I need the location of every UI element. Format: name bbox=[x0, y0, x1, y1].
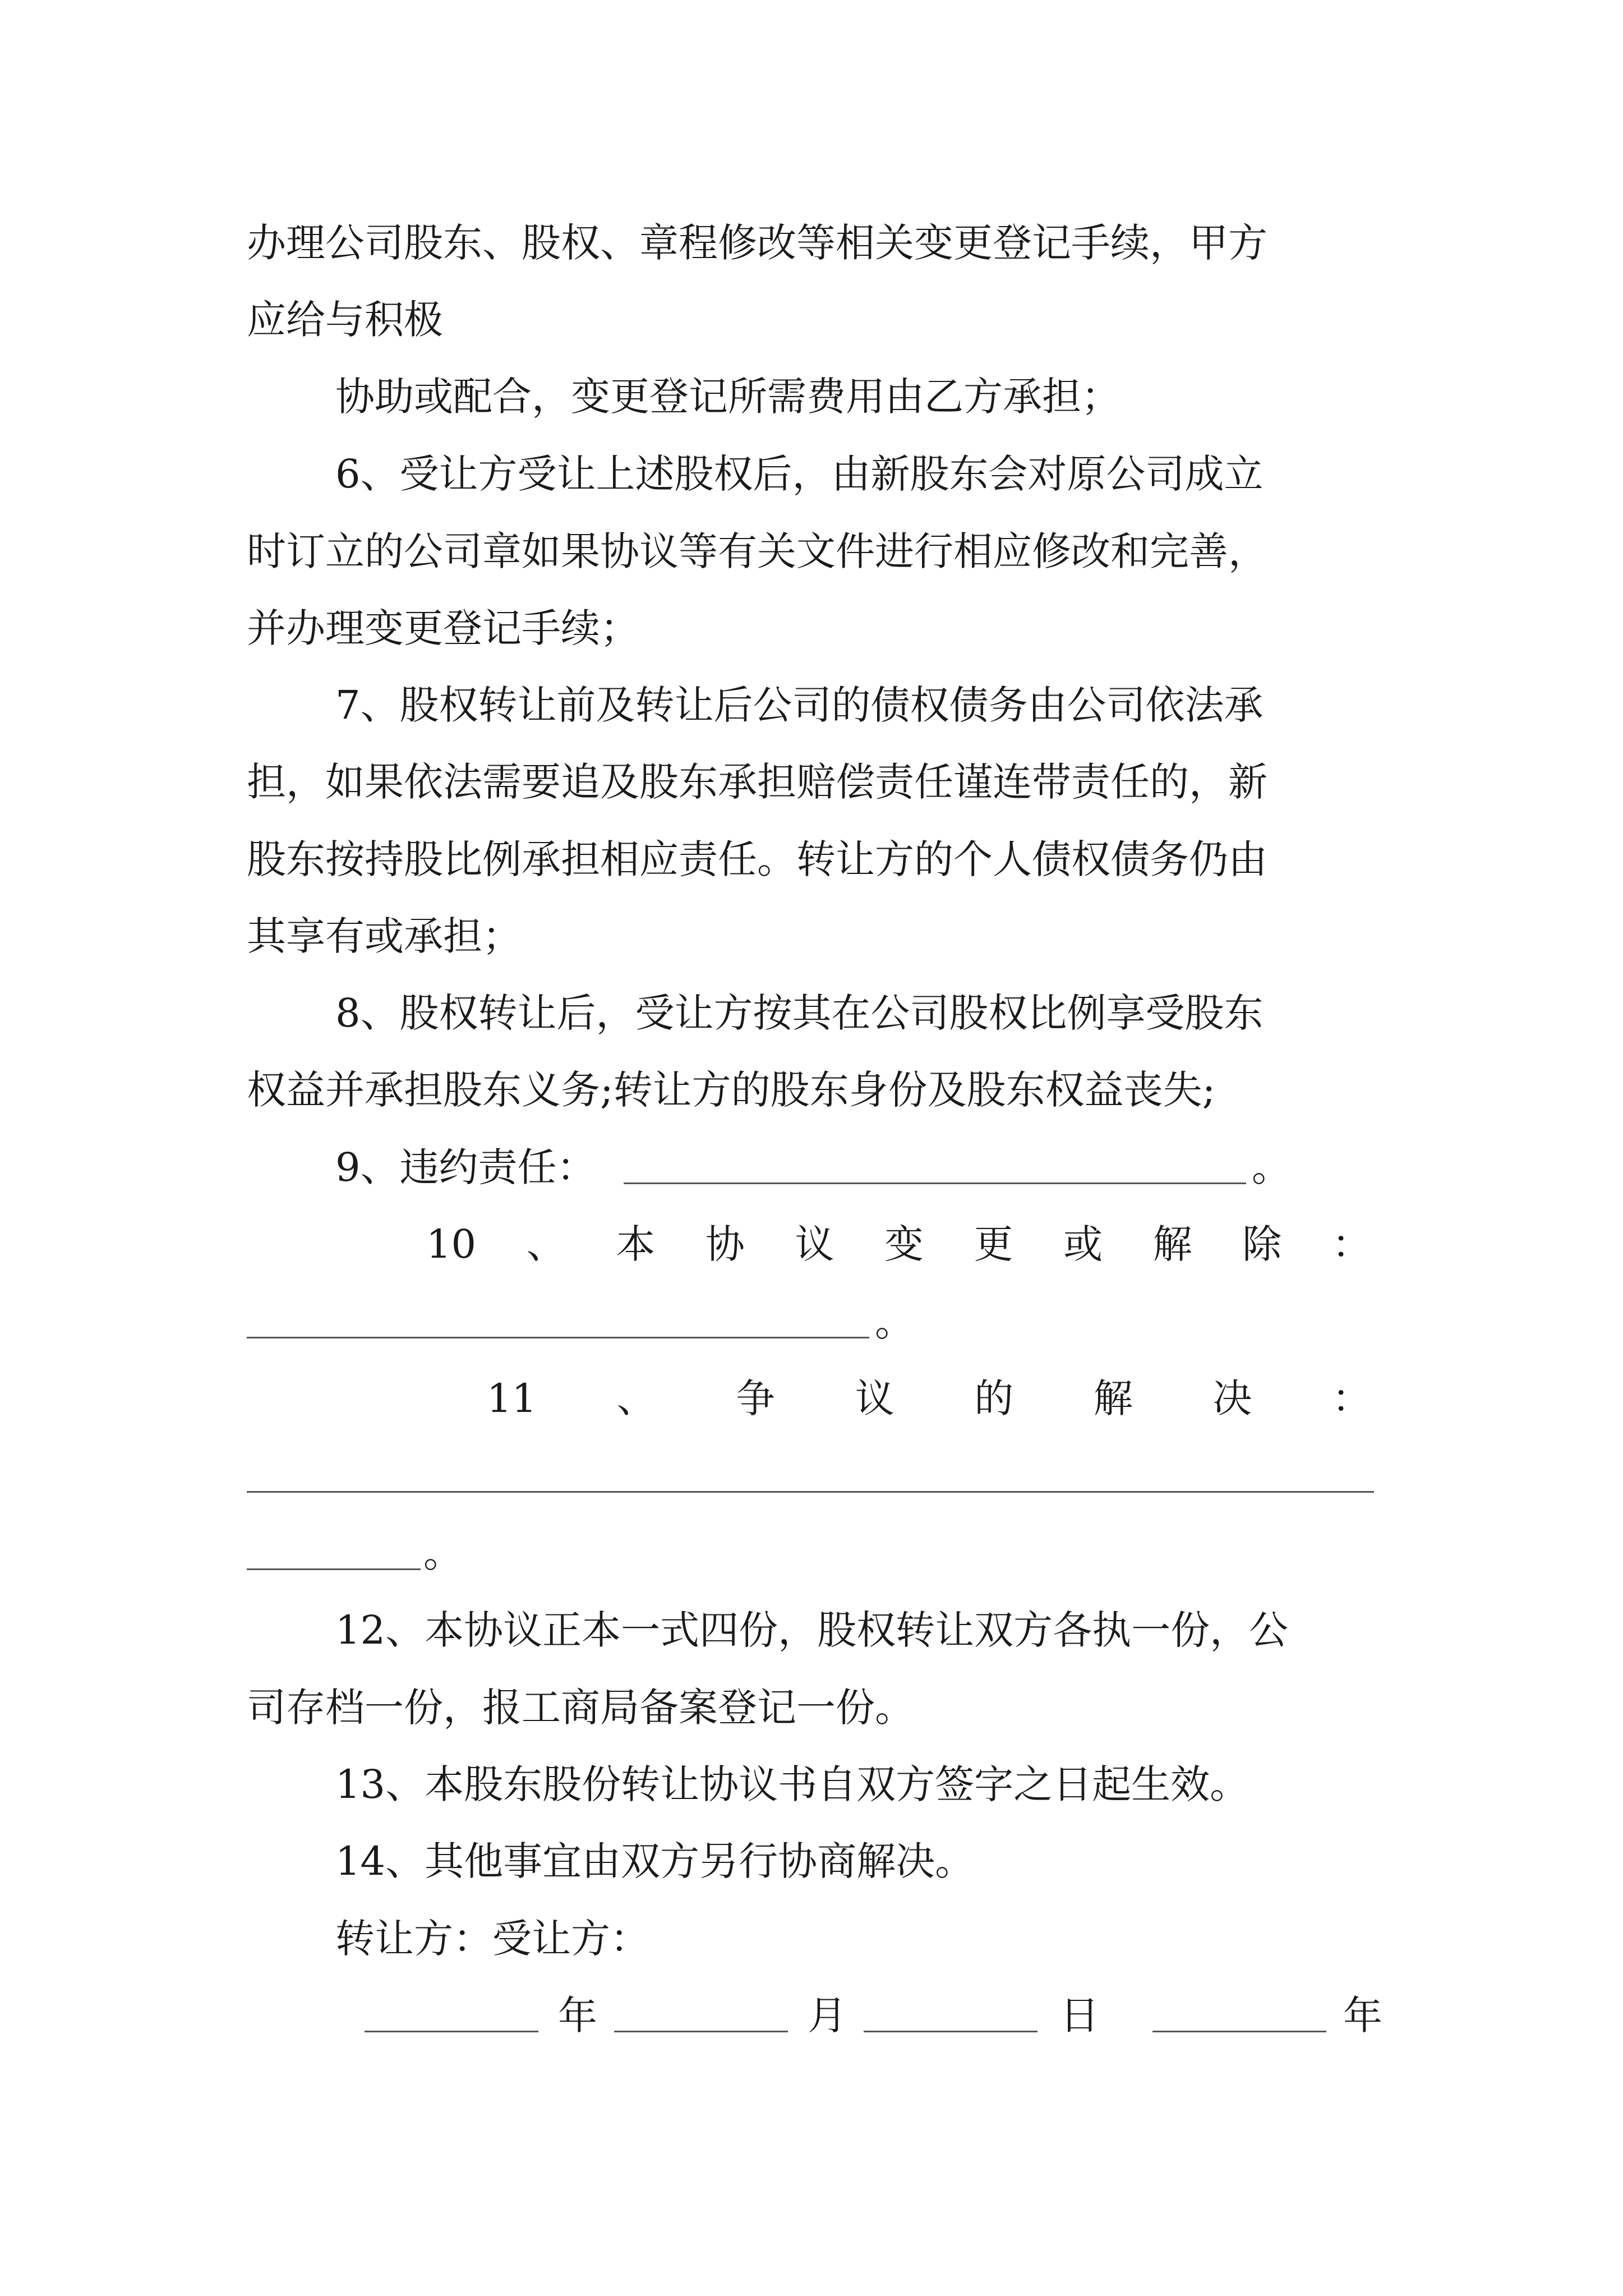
blank-line bbox=[247, 1491, 1374, 1493]
blank-line bbox=[247, 1568, 421, 1570]
clause-12-line: 司存档一份，报工商局备案登记一份。 bbox=[247, 1685, 914, 1731]
clause-10-end: 。 bbox=[875, 1299, 914, 1345]
date-day-label: 日 bbox=[1060, 1993, 1099, 2039]
clause-6-line: 并办理变更登记手续； bbox=[247, 605, 639, 651]
paragraph-line: 应给与积极 bbox=[247, 297, 443, 343]
clause-14: 14、其他事宜由双方另行协商解决。 bbox=[335, 1838, 975, 1884]
clause-8-line: 权益并承担股东义务;转让方的股东身份及股东权益丧失; bbox=[247, 1067, 1216, 1113]
date-blank-month bbox=[614, 2031, 788, 2032]
clause-11-label: 11 、 争 议 的 解 决 ： bbox=[487, 1375, 1371, 1421]
clause-10-label: 10 、 本 协 议 变 更 或 解 除 ： bbox=[426, 1221, 1371, 1267]
clause-7-line: 股东按持股比例承担相应责任。转让方的个人债权债务仍由 bbox=[247, 836, 1267, 882]
date-blank-day bbox=[864, 2031, 1038, 2032]
signature-labels: 转让方：受让方： bbox=[335, 1916, 649, 1962]
clause-9-end: 。 bbox=[1252, 1144, 1291, 1190]
date-blank-year-2 bbox=[1152, 2031, 1326, 2032]
date-month-label: 月 bbox=[808, 1993, 847, 2039]
clause-7-line: 担，如果依法需要追及股东承担赔偿责任谨连带责任的，新 bbox=[247, 759, 1267, 805]
date-year-label: 年 bbox=[558, 1993, 597, 2039]
blank-line bbox=[247, 1337, 869, 1338]
clause-12-line: 12、本协议正本一式四份，股权转让双方各执一份，公 bbox=[335, 1607, 1289, 1653]
clause-9-label: 9、违约责任： bbox=[335, 1144, 596, 1190]
clause-6-line: 6、受让方受让上述股权后，由新股东会对原公司成立 bbox=[335, 451, 1264, 497]
clause-13: 13、本股东股份转让协议书自双方签字之日起生效。 bbox=[335, 1761, 1249, 1807]
date-year-label-2: 年 bbox=[1343, 1993, 1382, 2039]
paragraph-line: 办理公司股东、股权、章程修改等相关变更登记手续，甲方 bbox=[247, 220, 1267, 266]
clause-7-line: 7、股权转让前及转让后公司的债权债务由公司依法承 bbox=[335, 682, 1264, 728]
clause-7-line: 其享有或承担； bbox=[247, 913, 522, 959]
paragraph-line: 协助或配合，变更登记所需费用由乙方承担； bbox=[335, 374, 1121, 420]
clause-8-line: 8、股权转让后，受让方按其在公司股权比例享受股东 bbox=[335, 990, 1264, 1036]
date-blank-year bbox=[365, 2031, 538, 2032]
clause-6-line: 时订立的公司章如果协议等有关文件进行相应修改和完善， bbox=[247, 528, 1267, 574]
blank-line bbox=[624, 1182, 1246, 1184]
clause-11-end: 。 bbox=[423, 1530, 463, 1576]
